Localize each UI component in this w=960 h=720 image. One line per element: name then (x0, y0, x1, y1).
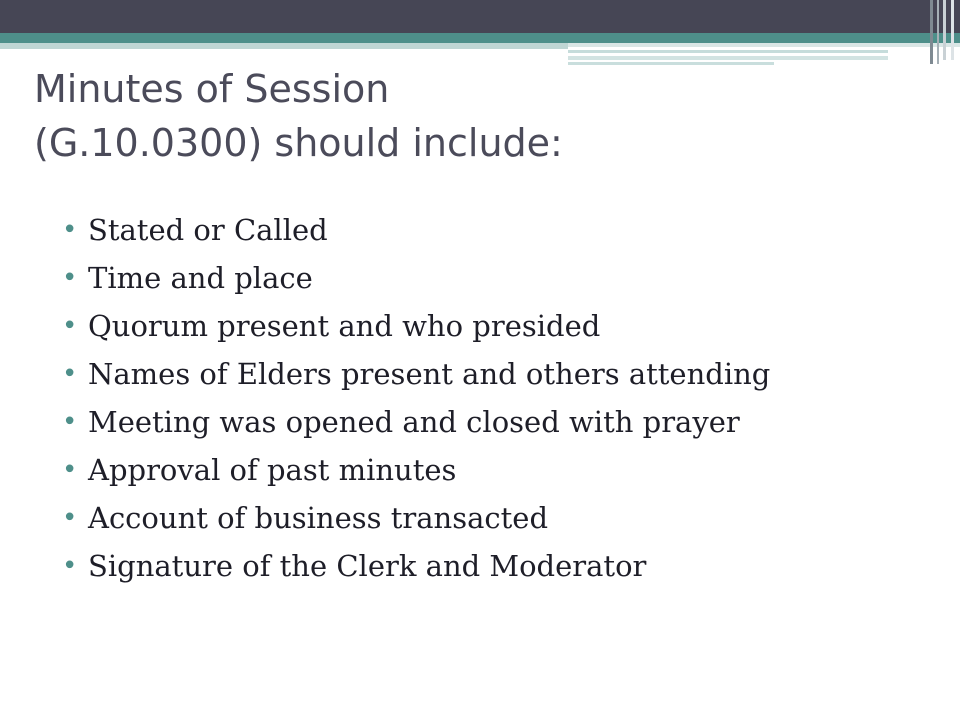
list-item-text: Signature of the Clerk and Moderator (88, 549, 647, 583)
header-decor-line (930, 0, 933, 64)
bullet-list (62, 206, 770, 590)
list-item-text: Quorum present and who presided (88, 309, 601, 343)
list-item (62, 398, 770, 446)
bullet-icon: • (62, 503, 78, 533)
list-item-text: Time and place (88, 261, 313, 295)
list-item-text: Approval of past minutes (88, 453, 457, 487)
slide-title-line: Minutes of Session (34, 67, 390, 111)
header-banner-light-right (568, 43, 960, 47)
list-item (62, 254, 770, 302)
bullet-icon: • (62, 263, 78, 293)
list-item (62, 302, 770, 350)
bullet-icon: • (62, 311, 78, 341)
list-item (62, 350, 770, 398)
list-item (62, 542, 770, 590)
bullet-icon: • (62, 455, 78, 485)
header-decor-line (951, 0, 954, 60)
header-decor-strip (568, 56, 888, 60)
header-banner-dark (0, 0, 960, 33)
bullet-icon: • (62, 359, 78, 389)
header-decor-line (937, 0, 939, 64)
list-item-text: Account of business transacted (88, 501, 549, 535)
list-item-text: Stated or Called (88, 213, 328, 247)
bullet-icon: • (62, 407, 78, 437)
list-item-text: Meeting was opened and closed with prayer (88, 405, 740, 439)
bullet-icon: • (62, 215, 78, 245)
header-decor-strip (568, 50, 888, 53)
header-banner-teal (0, 33, 960, 43)
header-decor-line (943, 0, 946, 60)
header-banner-light (0, 43, 568, 49)
list-item-text: Names of Elders present and others attending (88, 357, 771, 391)
list-item (62, 446, 770, 494)
slide-title (34, 62, 914, 170)
list-item (62, 206, 770, 254)
bullet-icon: • (62, 551, 78, 581)
slide-title-line: (G.10.0300) should include: (34, 121, 563, 165)
list-item (62, 494, 770, 542)
